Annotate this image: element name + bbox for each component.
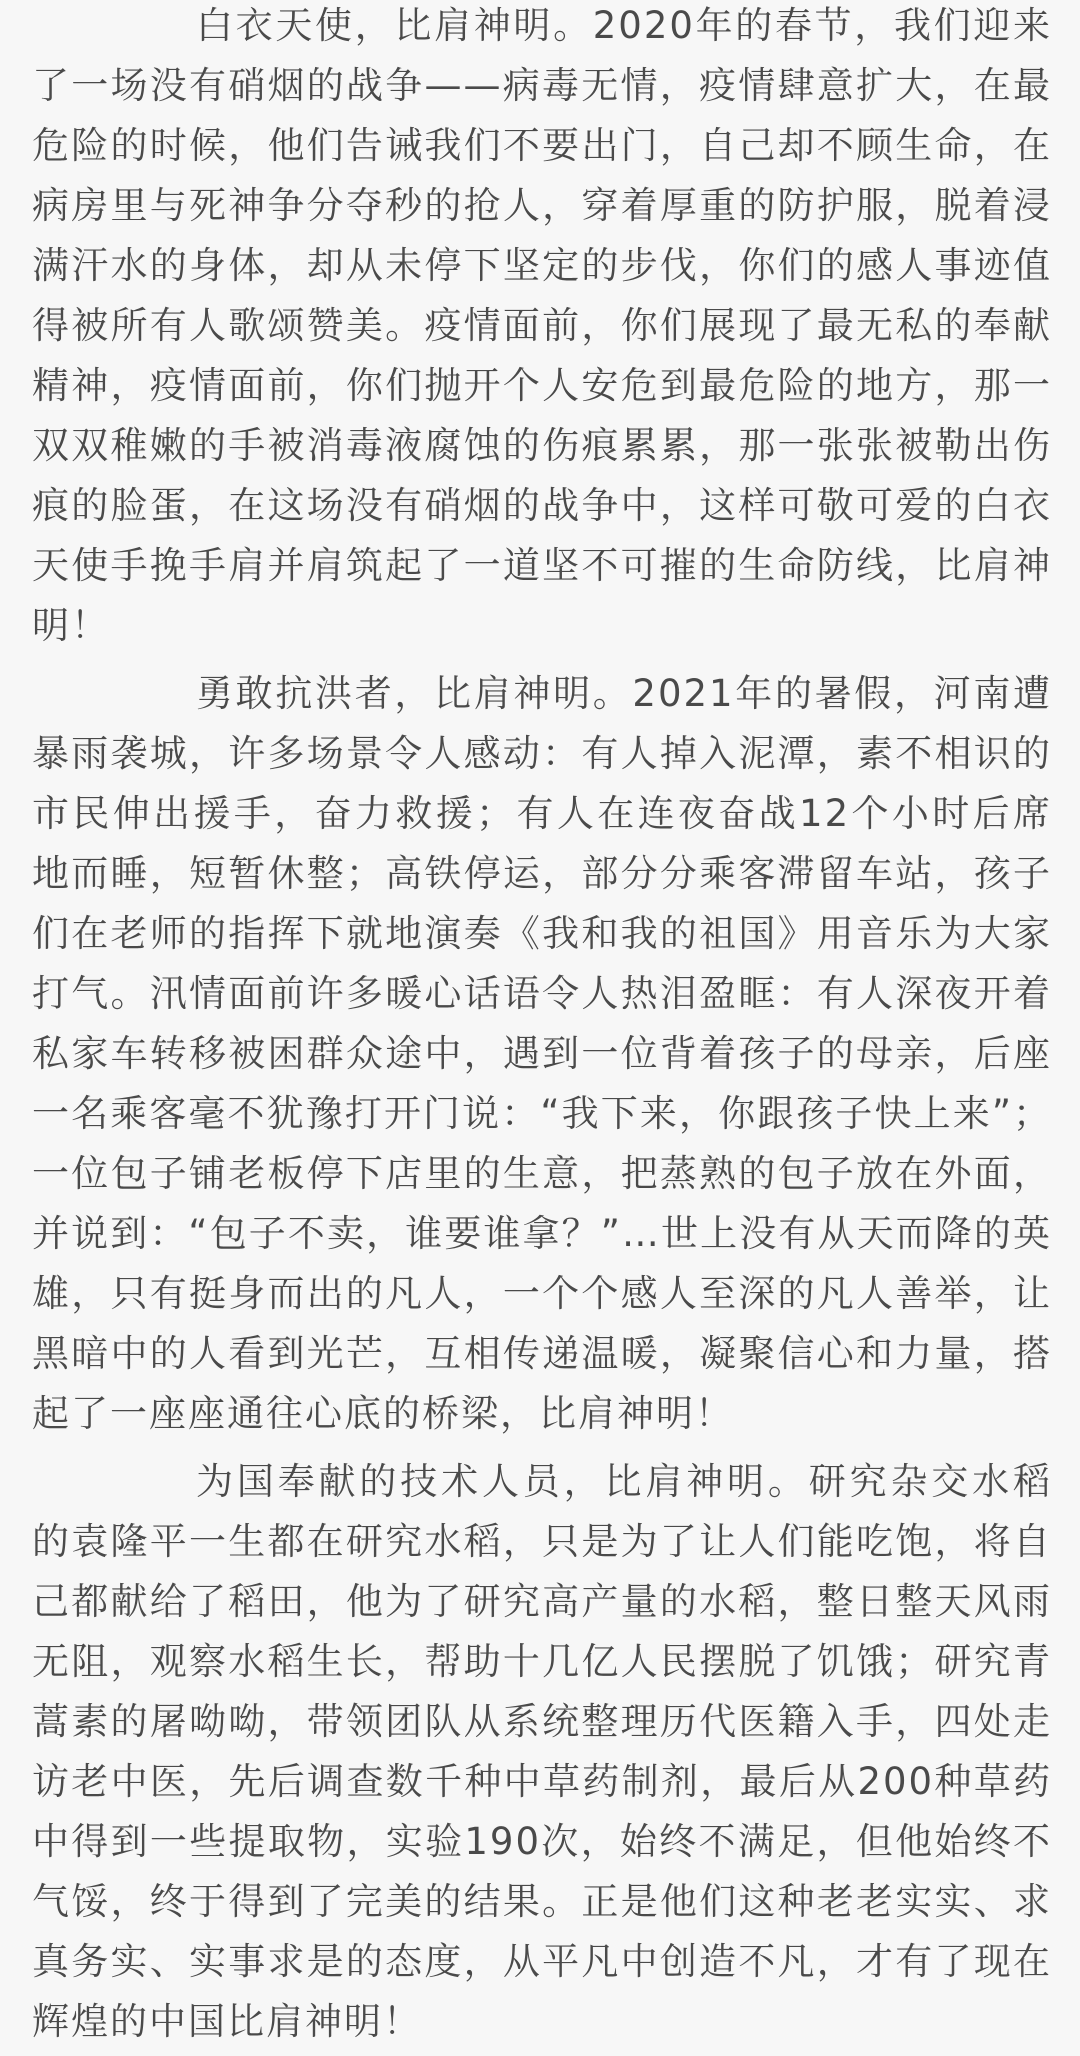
article-paragraph-1: 白衣天使，比肩神明。2020年的春节，我们迎来了一场没有硝烟的战争——病毒无情，疫情肆意扩大，在最危险的时候，他们告诫我们不要出门，自己却不顾生命，在病房里与死神争分夺秒的抢人，穿着厚重的防护服，脱着浸满汗水的身体，却从未停下坚定的步伐，你们的感人事迹值得被所有人歌颂赞美。疫情面前，你们展现了最无私的奉献精神，疫情面前，你们抛开个人安危到最危险的地方，那一双双稚嫩的手被消毒液腐蚀的伤痕累累，那一张张被勒出伤痕的脸蛋，在这场没有硝烟的战争中，这样可敬可爱的白衣天使手挽手肩并肩筑起了一道坚不可摧的生命防线，比肩神明！ bbox=[32, 4, 1052, 647]
article-paragraph-2: 勇敢抗洪者，比肩神明。2021年的暑假，河南遭暴雨袭城，许多场景令人感动：有人掉入泥潭，素不相识的市民伸出援手，奋力救援；有人在连夜奋战12个小时后席地而睡，短暂休整；高铁停运，部分分乘客滞留车站，孩子们在老师的指挥下就地演奏《我和我的祖国》用音乐为大家打气。汛情面前许多暖心话语令人热泪盈眶：有人深夜开着私家车转移被困群众途中，遇到一位背着孩子的母亲，后座一名乘客毫不犹豫打开门说：“我下来，你跟孩子快上来”；一位包子铺老板停下店里的生意，把蒸熟的包子放在外面，并说到：“包子不卖，谁要谁拿？”…世上没有从天而降的英雄，只有挺身而出的凡人，一个个感人至深的凡人善举，让黑暗中的人看到光芒，互相传递温暖，凝聚信心和力量，搭起了一座座通往心底的桥梁，比肩神明！ bbox=[32, 672, 1052, 1435]
article-paragraph-3: 为国奉献的技术人员，比肩神明。研究杂交水稻的袁隆平一生都在研究水稻，只是为了让人们能吃饱，将自己都献给了稻田，他为了研究高产量的水稻，整日整天风雨无阻，观察水稻生长，帮助十几亿人民摆脱了饥饿；研究青蒿素的屠呦呦，带领团队从系统整理历代医籍入手，四处走访老中医，先后调查数千种中草药制剂，最后从200种草药中得到一些提取物，实验190次，始终不满足，但他始终不气馁，终于得到了完美的结果。正是他们这种老老实实、求真务实、实事求是的态度，从平凡中创造不凡，才有了现在辉煌的中国比肩神明！ bbox=[32, 1460, 1052, 2043]
